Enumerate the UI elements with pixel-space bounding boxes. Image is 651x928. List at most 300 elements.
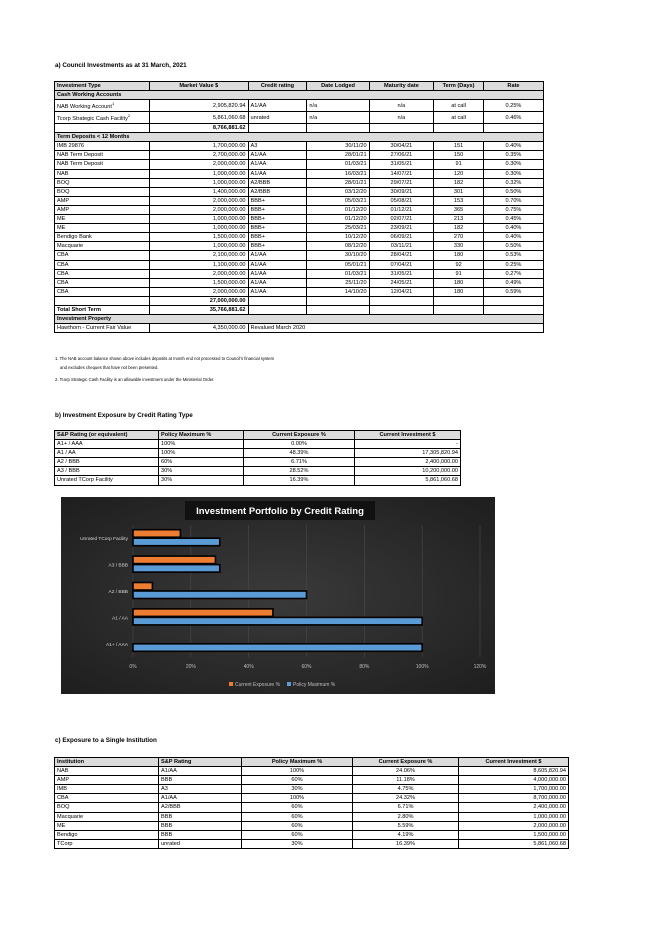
bar-current-exposure [133, 583, 152, 591]
maturity-date: 14/07/21 [369, 169, 434, 178]
col-rate: Rate [483, 82, 543, 91]
credit-rating: A1/AA [248, 269, 307, 278]
market-value: 2,000,000.00 [150, 196, 248, 205]
credit-rating: A1/AA [248, 251, 307, 260]
empty-cell [434, 296, 484, 305]
policy-max: 60% [159, 458, 244, 467]
date-lodged: 30/10/20 [307, 251, 369, 260]
investment-type: Macquarie [55, 242, 150, 251]
legend-label: Policy Maximum % [293, 682, 336, 688]
credit-rating: BBB+ [248, 196, 307, 205]
term-total-row [55, 296, 544, 305]
market-value: 2,000,000.00 [150, 287, 248, 296]
term-days: at call [434, 112, 484, 124]
current-investment: - [355, 440, 461, 449]
table-row [55, 233, 544, 242]
legend-swatch [287, 682, 291, 686]
rate: 0.40% [483, 233, 543, 242]
credit-rating: A2/BBB [248, 178, 307, 187]
market-value: 2,100,000.00 [150, 251, 248, 260]
credit-rating: A1/AA [248, 100, 307, 112]
col-sp-rating: S&P Rating (or equivalent) [55, 431, 159, 440]
empty-cell [248, 305, 307, 314]
table-row [55, 142, 544, 151]
date-lodged: 14/10/20 [307, 287, 369, 296]
maturity-date: 30/09/21 [369, 187, 434, 196]
section-b-heading: b) Investment Exposure by Credit Rating Type [55, 412, 193, 419]
date-lodged: 01/12/20 [307, 215, 369, 224]
date-lodged: 05/03/21 [307, 196, 369, 205]
policy-max: 100% [242, 794, 353, 803]
date-lodged: 30/11/20 [307, 142, 369, 151]
rate: 0.50% [483, 187, 543, 196]
date-lodged: 08/12/20 [307, 242, 369, 251]
policy-max: 30% [159, 467, 244, 476]
investment-type: NAB [55, 169, 150, 178]
cash-total-row [55, 124, 544, 133]
credit-rating: A1/AA [248, 169, 307, 178]
term-days: 301 [434, 187, 484, 196]
x-tick-label: 100% [415, 664, 429, 670]
maturity-date: 28/04/21 [369, 251, 434, 260]
col-market-value: Market Value $ [150, 82, 248, 91]
current-exposure: 5.59% [353, 821, 459, 830]
rate: 0.30% [483, 169, 543, 178]
rate: 0.27% [483, 269, 543, 278]
date-lodged: n/a [307, 112, 369, 124]
term-days: 151 [434, 142, 484, 151]
bar-policy-maximum [133, 538, 220, 546]
current-investment: 5,861,060.68 [355, 476, 461, 485]
investment-type: CBA [55, 269, 150, 278]
bar-policy-maximum [133, 565, 220, 573]
institution: IMB [55, 785, 159, 794]
date-lodged: 28/01/21 [307, 178, 369, 187]
rate: 0.30% [483, 160, 543, 169]
investment-type: Tcorp Strategic Cash Facility [57, 116, 128, 122]
maturity-date: 29/07/21 [369, 178, 434, 187]
table-row [55, 260, 544, 269]
current-exposure: 6.71% [353, 803, 459, 812]
current-investment: 8,605,820.94 [459, 767, 569, 776]
empty-cell [483, 296, 543, 305]
rate: 0.25% [483, 260, 543, 269]
table-row [55, 794, 569, 803]
x-tick-label: 120% [473, 664, 487, 670]
credit-rating-body [55, 440, 461, 485]
rate: 0.50% [483, 242, 543, 251]
current-investment: 2,400,000.00 [355, 458, 461, 467]
maturity-date: n/a [369, 100, 434, 112]
sp-rating: A3 / BBB [55, 467, 159, 476]
institution: BOQ [55, 803, 159, 812]
institution: TCorp [55, 839, 159, 848]
investment-type: CBA [55, 251, 150, 260]
term-days: 91 [434, 160, 484, 169]
term-days: 182 [434, 224, 484, 233]
footnote: 1. The NAB account balance shown above includes deposits at month end not processed to Council's financial system [55, 356, 275, 361]
col-sp-rating: S&P Rating [159, 758, 242, 767]
investment-type: NAB Term Deposit [55, 151, 150, 160]
rate: 0.40% [483, 224, 543, 233]
sp-rating: BBB [159, 776, 242, 785]
term-days: 91 [434, 269, 484, 278]
investment-type: Bendigo Bank [55, 233, 150, 242]
rate: 0.46% [483, 112, 543, 124]
sp-rating: BBB [159, 821, 242, 830]
rate: 0.32% [483, 178, 543, 187]
x-tick-label: 60% [301, 664, 312, 670]
term-heading-row [55, 133, 544, 142]
maturity-date: n/a [369, 112, 434, 124]
maturity-date: 30/04/21 [369, 142, 434, 151]
col-investment-type: Investment Type [55, 82, 150, 91]
bar-current-exposure [133, 530, 180, 538]
council-investments-table [54, 81, 544, 333]
date-lodged: 03/12/20 [307, 187, 369, 196]
credit-rating: A3 [248, 142, 307, 151]
empty-cell [55, 296, 150, 305]
footnote-marker: 2 [127, 113, 131, 119]
current-investment: 5,861,060.68 [459, 839, 569, 848]
institution: Bendigo [55, 830, 159, 839]
current-exposure: 2.80% [353, 812, 459, 821]
property-row [55, 324, 544, 333]
maturity-date: 07/04/21 [369, 260, 434, 269]
institution: Macquarie [55, 812, 159, 821]
empty-cell [369, 305, 434, 314]
term-days: 180 [434, 251, 484, 260]
col-current-exposure: Current Exposure % [244, 431, 355, 440]
table-row [55, 839, 569, 848]
term-days: 182 [434, 178, 484, 187]
date-lodged: n/a [307, 100, 369, 112]
legend-swatch [229, 682, 233, 686]
term-days: 153 [434, 196, 484, 205]
table-row [55, 169, 544, 178]
bar-policy-maximum [133, 617, 422, 625]
credit-rating: A2/BBB [248, 187, 307, 196]
table-row [55, 196, 544, 205]
term-days: at call [434, 100, 484, 112]
current-exposure: 6.71% [244, 458, 355, 467]
col-current-investment: Current Investment $ [355, 431, 461, 440]
current-exposure: 48.39% [244, 449, 355, 458]
table-row [55, 100, 544, 112]
term-days: 150 [434, 151, 484, 160]
sp-rating: BBB [159, 830, 242, 839]
section-label: Investment Property [55, 315, 544, 324]
term-days: 120 [434, 169, 484, 178]
cash-total: 8,766,881.62 [150, 124, 248, 133]
current-exposure: 4.19% [353, 830, 459, 839]
table-row [55, 278, 544, 287]
market-value: 2,000,000.00 [150, 205, 248, 214]
credit-rating: A1/AA [248, 287, 307, 296]
current-exposure: 28.52% [244, 467, 355, 476]
property-type: Hawthorn - Current Fair Value [55, 324, 150, 333]
current-investment: 1,000,000.00 [459, 812, 569, 821]
sp-rating: Unrated TCorp Facility [55, 476, 159, 485]
sp-rating: A1/AA [159, 794, 242, 803]
maturity-date: 27/06/21 [369, 151, 434, 160]
section-label: Cash Working Accounts [55, 91, 544, 100]
sp-rating: A2/BBB [159, 803, 242, 812]
bar-policy-maximum [133, 591, 307, 599]
footnote: 2. Tcorp Strategic Cash Facility is an allowable investment under the Ministerial Order. [55, 377, 215, 382]
table-row [55, 287, 544, 296]
col-current-exposure: Current Exposure % [353, 758, 459, 767]
col-date-lodged: Date Lodged [307, 82, 369, 91]
table-row [55, 269, 544, 278]
date-lodged: 16/03/21 [307, 169, 369, 178]
empty-cell [369, 296, 434, 305]
table-row [55, 215, 544, 224]
term-days: 180 [434, 278, 484, 287]
investment-type: NAB Working Account [57, 104, 112, 111]
col-policy-max: Policy Maximum % [159, 431, 244, 440]
credit-rating: A1/AA [248, 160, 307, 169]
col-maturity-date: Maturity date [369, 82, 434, 91]
cash-heading-row [55, 91, 544, 100]
current-investment: 2,400,000.00 [459, 803, 569, 812]
maturity-date: 24/05/21 [369, 278, 434, 287]
market-value: 1,000,000.00 [150, 215, 248, 224]
current-exposure: 16.39% [353, 839, 459, 848]
credit-rating: A1/AA [248, 151, 307, 160]
empty-cell [434, 124, 484, 133]
short-term-total: 35,766,881.62 [150, 305, 248, 314]
table-row [55, 467, 461, 476]
current-exposure: 16.39% [244, 476, 355, 485]
sp-rating: unrated [159, 839, 242, 848]
rate: 0.40% [483, 142, 543, 151]
market-value: 2,000,000.00 [150, 160, 248, 169]
table-row [55, 205, 544, 214]
rate: 0.25% [483, 100, 543, 112]
investment-type: ME [55, 224, 150, 233]
table-row [55, 458, 461, 467]
investment-type: ME [55, 215, 150, 224]
empty-cell [307, 296, 369, 305]
table-row [55, 821, 569, 830]
market-value: 1,500,000.00 [150, 278, 248, 287]
table-row [55, 112, 544, 124]
sp-rating: A3 [159, 785, 242, 794]
maturity-date: 01/12/21 [369, 205, 434, 214]
table-row [55, 776, 569, 785]
x-tick-label: 20% [185, 664, 196, 670]
current-investment: 1,700,000.00 [459, 785, 569, 794]
current-exposure: 11.18% [353, 776, 459, 785]
maturity-date: 23/09/21 [369, 224, 434, 233]
market-value: 1,000,000.00 [150, 242, 248, 251]
rate: 0.75% [483, 205, 543, 214]
empty-cell [248, 124, 307, 133]
investment-portfolio-chart [61, 497, 495, 694]
bar-current-exposure [133, 556, 215, 564]
policy-max: 60% [242, 821, 353, 830]
category-label: A1+ / AAA [105, 642, 128, 648]
credit-rating: BBB+ [248, 233, 307, 242]
date-lodged: 01/03/21 [307, 269, 369, 278]
single-institution-table [54, 757, 569, 849]
table-row [55, 803, 569, 812]
category-label: Unrated TCorp Facility [80, 537, 128, 543]
market-value: 1,700,000.00 [150, 142, 248, 151]
date-lodged: 05/01/21 [307, 260, 369, 269]
investment-type: BOQ [55, 178, 150, 187]
property-heading-row [55, 315, 544, 324]
short-term-label: Total Short Term [55, 305, 150, 314]
term-days: 180 [434, 287, 484, 296]
market-value: 2,700,000.00 [150, 151, 248, 160]
term-days: 270 [434, 233, 484, 242]
credit-rating: BBB+ [248, 242, 307, 251]
term-total: 27,000,000.00 [150, 296, 248, 305]
sp-rating: A1+ / AAA [55, 440, 159, 449]
market-value: 5,861,060.68 [150, 112, 248, 124]
credit-rating-exposure-table [54, 430, 461, 486]
institution: ME [55, 821, 159, 830]
table-row [55, 812, 569, 821]
x-tick-label: 80% [359, 664, 370, 670]
table-row [55, 830, 569, 839]
maturity-date: 05/08/21 [369, 196, 434, 205]
empty-cell [307, 305, 369, 314]
col-policy-max: Policy Maximum % [242, 758, 353, 767]
table-row [55, 187, 544, 196]
institution: CBA [55, 794, 159, 803]
policy-max: 60% [242, 830, 353, 839]
empty-cell [483, 305, 543, 314]
category-label: A1 / AA [112, 616, 128, 622]
investment-type: CBA [55, 278, 150, 287]
policy-max: 60% [242, 803, 353, 812]
rate: 0.70% [483, 196, 543, 205]
current-investment: 17,305,820.94 [355, 449, 461, 458]
date-lodged: 10/12/20 [307, 233, 369, 242]
current-investment: 4,000,000.00 [459, 776, 569, 785]
investment-type: BOQ [55, 187, 150, 196]
rate: 0.53% [483, 251, 543, 260]
term-days: 330 [434, 242, 484, 251]
maturity-date: 06/09/21 [369, 233, 434, 242]
current-exposure: 24.32% [353, 794, 459, 803]
empty-cell [55, 124, 150, 133]
market-value: 1,000,000.00 [150, 169, 248, 178]
empty-cell [483, 124, 543, 133]
section-a-heading: a) Council Investments as at 31 March, 2021 [55, 62, 187, 69]
investment-type: IMB 29876 [55, 142, 150, 151]
table-row [55, 242, 544, 251]
date-lodged: 25/03/21 [307, 224, 369, 233]
table-row [55, 449, 461, 458]
investment-type: AMP [55, 196, 150, 205]
table-row [55, 151, 544, 160]
credit-rating: unrated [248, 112, 307, 124]
current-investment: 2,000,000.00 [459, 821, 569, 830]
category-label: A3 / BBB [108, 563, 128, 569]
term-days: 365 [434, 205, 484, 214]
maturity-date: 03/11/21 [369, 242, 434, 251]
footnote: and excludes cheques that have not been presented. [60, 365, 159, 370]
empty-cell [369, 124, 434, 133]
market-value: 2,000,000.00 [150, 269, 248, 278]
investment-type-cell [55, 100, 150, 112]
market-value: 1,400,000.00 [150, 187, 248, 196]
empty-cell [248, 296, 307, 305]
policy-max: 30% [159, 476, 244, 485]
date-lodged: 01/03/21 [307, 160, 369, 169]
current-investment: 10,200,000.00 [355, 467, 461, 476]
maturity-date: 02/07/21 [369, 215, 434, 224]
revaluation-note: Revalued March 2020 [248, 324, 543, 333]
current-exposure: 24.06% [353, 767, 459, 776]
bar-policy-maximum [133, 644, 422, 652]
investment-type: CBA [55, 287, 150, 296]
current-investment: 1,500,000.00 [459, 830, 569, 839]
table-row [55, 160, 544, 169]
short-term-total-row [55, 305, 544, 314]
category-label: A2 / BBB [108, 590, 128, 595]
investments-body [55, 91, 544, 333]
sp-rating: A1 / AA [55, 449, 159, 458]
col-term-days: Term (Days) [434, 82, 484, 91]
market-value: 1,000,000.00 [150, 224, 248, 233]
current-exposure: 0.00% [244, 440, 355, 449]
current-exposure: 4.75% [353, 785, 459, 794]
section-c-heading: c) Exposure to a Single Institution [55, 737, 157, 744]
section-label: Term Deposits < 12 Months [55, 133, 544, 142]
rate: 0.49% [483, 278, 543, 287]
col-credit-rating: Credit rating [248, 82, 307, 91]
legend-label: Current Exposure % [235, 682, 281, 688]
rate: 0.35% [483, 151, 543, 160]
table-row [55, 476, 461, 485]
sp-rating: BBB [159, 812, 242, 821]
policy-max: 100% [159, 449, 244, 458]
table-row [55, 767, 569, 776]
investment-type: AMP [55, 205, 150, 214]
policy-max: 30% [242, 785, 353, 794]
credit-rating: A1/AA [248, 260, 307, 269]
rate: 0.59% [483, 287, 543, 296]
footnote-marker: 1 [111, 101, 115, 107]
credit-rating: BBB+ [248, 205, 307, 214]
policy-max: 100% [159, 440, 244, 449]
maturity-date: 12/04/21 [369, 287, 434, 296]
sp-rating: A2 / BBB [55, 458, 159, 467]
bar-current-exposure [133, 609, 273, 617]
col-institution: Institution [55, 758, 159, 767]
credit-rating: A1/AA [248, 278, 307, 287]
market-value: 1,000,000.00 [150, 178, 248, 187]
institution-body [55, 767, 569, 849]
table-row [55, 785, 569, 794]
table-row [55, 178, 544, 187]
institution: NAB [55, 767, 159, 776]
chart-title: Investment Portfolio by Credit Rating [196, 506, 364, 517]
market-value: 2,905,820.94 [150, 100, 248, 112]
investment-type: NAB Term Deposit [55, 160, 150, 169]
policy-max: 100% [242, 767, 353, 776]
sp-rating: A1/AA [159, 767, 242, 776]
term-days: 92 [434, 260, 484, 269]
table-row [55, 440, 461, 449]
x-tick-label: 0% [129, 664, 137, 670]
empty-cell [307, 124, 369, 133]
